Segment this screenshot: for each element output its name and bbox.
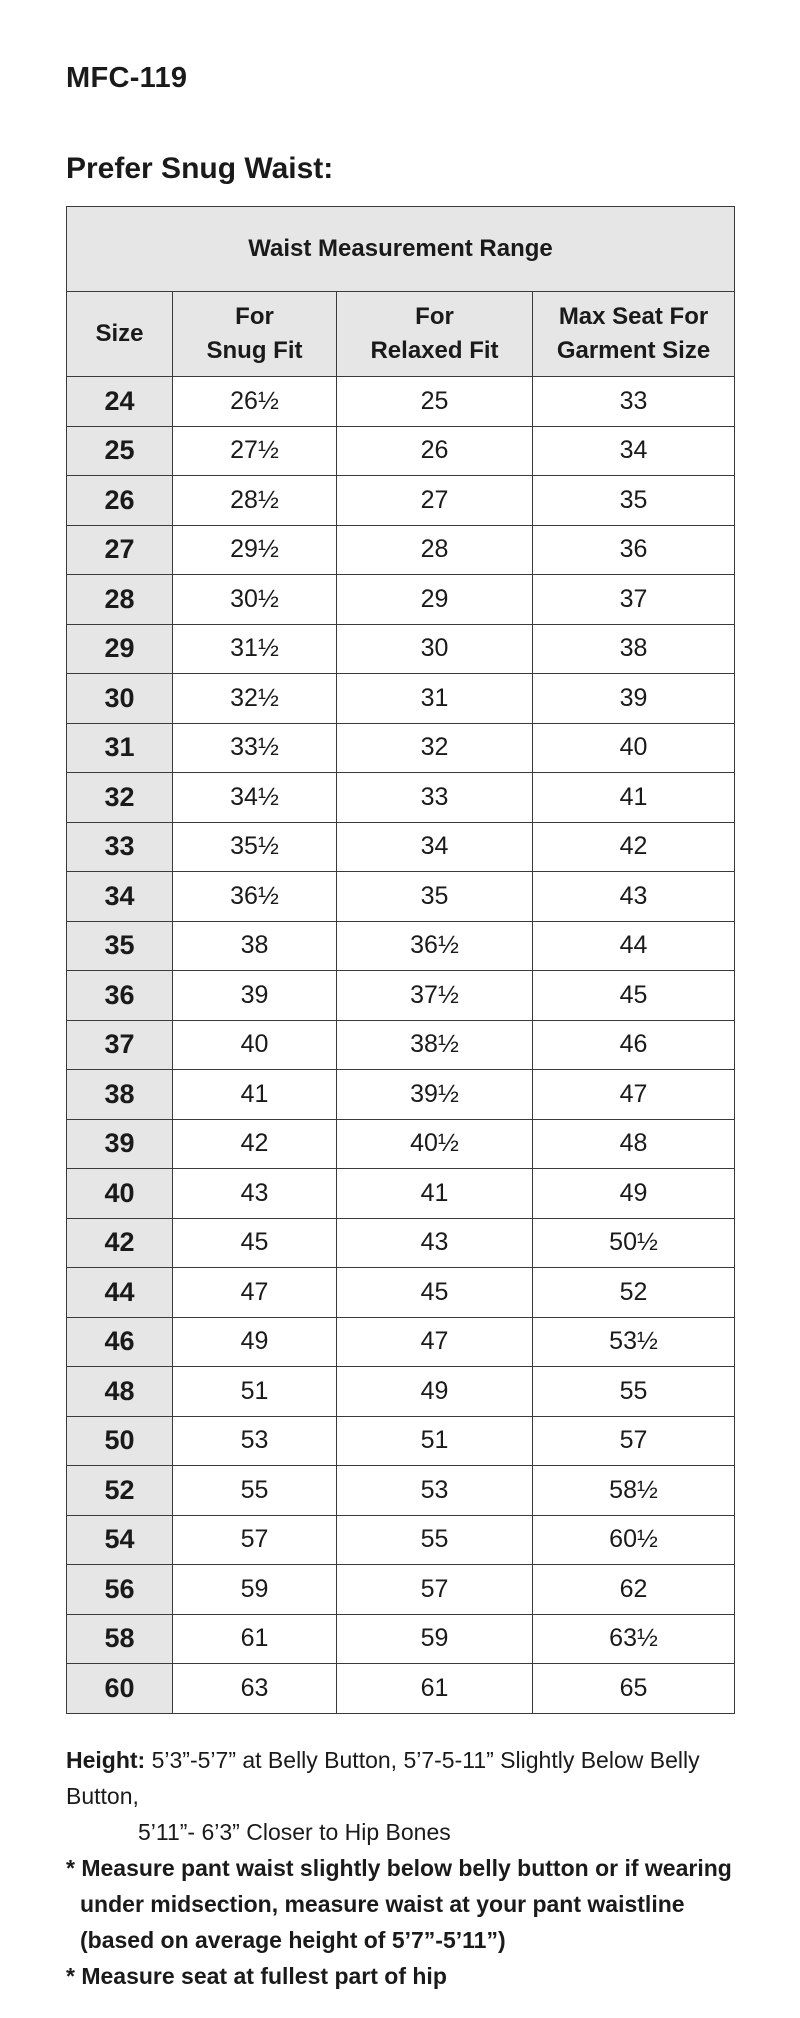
size-cell: 36	[67, 971, 173, 1021]
relaxed-fit-cell: 43	[337, 1218, 533, 1268]
max-seat-cell: 37	[533, 575, 735, 625]
max-seat-cell: 53½	[533, 1317, 735, 1367]
relaxed-fit-cell: 35	[337, 872, 533, 922]
snug-fit-cell: 59	[173, 1565, 337, 1615]
size-cell: 37	[67, 1020, 173, 1070]
snug-fit-cell: 47	[173, 1268, 337, 1318]
section-title: Prefer Snug Waist:	[66, 152, 334, 185]
relaxed-fit-cell: 28	[337, 525, 533, 575]
max-seat-cell: 33	[533, 377, 735, 427]
relaxed-fit-cell: 27	[337, 476, 533, 526]
size-cell: 26	[67, 476, 173, 526]
snug-fit-cell: 28½	[173, 476, 337, 526]
table-row	[67, 773, 735, 823]
relaxed-fit-cell: 59	[337, 1614, 533, 1664]
relaxed-fit-cell: 53	[337, 1466, 533, 1516]
snug-fit-cell: 61	[173, 1614, 337, 1664]
relaxed-fit-cell: 30	[337, 624, 533, 674]
seat-header-line2: Garment Size	[556, 337, 711, 364]
relaxed-fit-cell: 40½	[337, 1119, 533, 1169]
size-cell: 35	[67, 921, 173, 971]
max-seat-cell: 35	[533, 476, 735, 526]
size-cell: 52	[67, 1466, 173, 1516]
snug-fit-cell: 35½	[173, 822, 337, 872]
size-cell: 56	[67, 1565, 173, 1615]
max-seat-cell: 63½	[533, 1614, 735, 1664]
table-row	[67, 921, 735, 971]
max-seat-cell: 47	[533, 1070, 735, 1120]
table-row	[67, 377, 735, 427]
relaxed-fit-cell: 32	[337, 723, 533, 773]
table-row	[67, 525, 735, 575]
relaxed-fit-cell: 26	[337, 426, 533, 476]
max-seat-cell: 42	[533, 822, 735, 872]
size-cell: 54	[67, 1515, 173, 1565]
snug-fit-cell: 31½	[173, 624, 337, 674]
relaxed-fit-cell: 25	[337, 377, 533, 427]
relaxed-fit-cell: 29	[337, 575, 533, 625]
table-row	[67, 872, 735, 922]
table-row	[67, 1218, 735, 1268]
relaxed-fit-column-header	[337, 292, 533, 377]
snug-fit-cell: 40	[173, 1020, 337, 1070]
size-cell: 34	[67, 872, 173, 922]
snug-fit-cell: 34½	[173, 773, 337, 823]
table-row	[67, 1317, 735, 1367]
snug-fit-cell: 26½	[173, 377, 337, 427]
table-row	[67, 1614, 735, 1664]
table-row	[67, 1664, 735, 1714]
table-row	[67, 1169, 735, 1219]
max-seat-cell: 44	[533, 921, 735, 971]
table-row	[67, 476, 735, 526]
relaxed-fit-cell: 34	[337, 822, 533, 872]
relaxed-fit-cell: 38½	[337, 1020, 533, 1070]
height-note	[66, 1742, 746, 1814]
snug-fit-cell: 51	[173, 1367, 337, 1417]
snug-fit-cell: 30½	[173, 575, 337, 625]
snug-header-line2: Snug Fit	[206, 337, 303, 364]
table-row	[67, 971, 735, 1021]
size-cell: 28	[67, 575, 173, 625]
snug-fit-cell: 63	[173, 1664, 337, 1714]
relaxed-fit-cell: 57	[337, 1565, 533, 1615]
height-label: Height:	[66, 1747, 146, 1773]
size-cell: 46	[67, 1317, 173, 1367]
table-row	[67, 575, 735, 625]
snug-fit-cell: 43	[173, 1169, 337, 1219]
size-cell: 32	[67, 773, 173, 823]
relaxed-fit-cell: 36½	[337, 921, 533, 971]
table-row	[67, 674, 735, 724]
table-row	[67, 822, 735, 872]
size-cell: 50	[67, 1416, 173, 1466]
table-row	[67, 1367, 735, 1417]
max-seat-cell: 40	[533, 723, 735, 773]
size-cell: 48	[67, 1367, 173, 1417]
table-row	[67, 1119, 735, 1169]
snug-fit-cell: 49	[173, 1317, 337, 1367]
height-text-line2: 5’11”- 6’3” Closer to Hip Bones	[138, 1819, 451, 1845]
waist-measure-note: * Measure pant waist slightly below belly button or if wearing under midsection, measure waist at your pant waistline (based on average height of 5’7”-5’11”)	[66, 1855, 732, 1953]
relaxed-fit-cell: 31	[337, 674, 533, 724]
relaxed-header-line2: Relaxed Fit	[370, 337, 499, 364]
size-cell: 27	[67, 525, 173, 575]
seat-header-line1: Max Seat For	[558, 303, 709, 330]
max-seat-cell: 34	[533, 426, 735, 476]
relaxed-fit-cell: 41	[337, 1169, 533, 1219]
snug-fit-cell: 36½	[173, 872, 337, 922]
max-seat-cell: 58½	[533, 1466, 735, 1516]
snug-fit-column-header	[173, 292, 337, 377]
max-seat-column-header	[533, 292, 735, 377]
snug-fit-cell: 45	[173, 1218, 337, 1268]
max-seat-cell: 57	[533, 1416, 735, 1466]
max-seat-cell: 43	[533, 872, 735, 922]
relaxed-header-line1: For	[415, 303, 454, 330]
model-number: MFC-119	[66, 62, 188, 94]
size-cell: 44	[67, 1268, 173, 1318]
max-seat-cell: 49	[533, 1169, 735, 1219]
size-cell: 42	[67, 1218, 173, 1268]
size-chart-body	[67, 377, 735, 1714]
size-cell: 30	[67, 674, 173, 724]
size-cell: 39	[67, 1119, 173, 1169]
relaxed-fit-cell: 47	[337, 1317, 533, 1367]
max-seat-cell: 55	[533, 1367, 735, 1417]
max-seat-cell: 62	[533, 1565, 735, 1615]
max-seat-cell: 36	[533, 525, 735, 575]
max-seat-cell: 48	[533, 1119, 735, 1169]
snug-fit-cell: 53	[173, 1416, 337, 1466]
snug-fit-cell: 57	[173, 1515, 337, 1565]
table-row	[67, 1466, 735, 1516]
snug-fit-cell: 27½	[173, 426, 337, 476]
snug-fit-cell: 39	[173, 971, 337, 1021]
relaxed-fit-cell: 39½	[337, 1070, 533, 1120]
size-cell: 40	[67, 1169, 173, 1219]
max-seat-cell: 38	[533, 624, 735, 674]
snug-fit-cell: 29½	[173, 525, 337, 575]
snug-fit-cell: 32½	[173, 674, 337, 724]
relaxed-fit-cell: 51	[337, 1416, 533, 1466]
max-seat-cell: 45	[533, 971, 735, 1021]
relaxed-fit-cell: 45	[337, 1268, 533, 1318]
relaxed-fit-cell: 33	[337, 773, 533, 823]
max-seat-cell: 41	[533, 773, 735, 823]
size-cell: 60	[67, 1664, 173, 1714]
size-cell: 24	[67, 377, 173, 427]
notes-section	[66, 1742, 746, 1994]
table-row	[67, 1515, 735, 1565]
table-row	[67, 1565, 735, 1615]
size-chart-table	[66, 206, 735, 1714]
snug-fit-cell: 55	[173, 1466, 337, 1516]
waist-range-header: Waist Measurement Range	[67, 207, 735, 292]
snug-fit-cell: 42	[173, 1119, 337, 1169]
size-cell: 25	[67, 426, 173, 476]
max-seat-cell: 65	[533, 1664, 735, 1714]
relaxed-fit-cell: 37½	[337, 971, 533, 1021]
size-cell: 31	[67, 723, 173, 773]
snug-header-line1: For	[235, 303, 274, 330]
snug-fit-cell: 38	[173, 921, 337, 971]
max-seat-cell: 39	[533, 674, 735, 724]
height-text-line1: 5’3”-5’7” at Belly Button, 5’7-5-11” Slightly Below Belly Button,	[66, 1747, 700, 1809]
table-row	[67, 624, 735, 674]
table-row	[67, 1020, 735, 1070]
table-row	[67, 1268, 735, 1318]
table-row	[67, 723, 735, 773]
table-row	[67, 426, 735, 476]
table-row	[67, 1416, 735, 1466]
snug-fit-cell: 41	[173, 1070, 337, 1120]
size-cell: 58	[67, 1614, 173, 1664]
max-seat-cell: 60½	[533, 1515, 735, 1565]
size-cell: 38	[67, 1070, 173, 1120]
relaxed-fit-cell: 49	[337, 1367, 533, 1417]
seat-measure-note: * Measure seat at fullest part of hip	[66, 1963, 447, 1989]
max-seat-cell: 50½	[533, 1218, 735, 1268]
max-seat-cell: 46	[533, 1020, 735, 1070]
table-row	[67, 1070, 735, 1120]
snug-fit-cell: 33½	[173, 723, 337, 773]
size-column-header: Size	[67, 292, 173, 377]
relaxed-fit-cell: 55	[337, 1515, 533, 1565]
size-cell: 29	[67, 624, 173, 674]
relaxed-fit-cell: 61	[337, 1664, 533, 1714]
max-seat-cell: 52	[533, 1268, 735, 1318]
size-cell: 33	[67, 822, 173, 872]
